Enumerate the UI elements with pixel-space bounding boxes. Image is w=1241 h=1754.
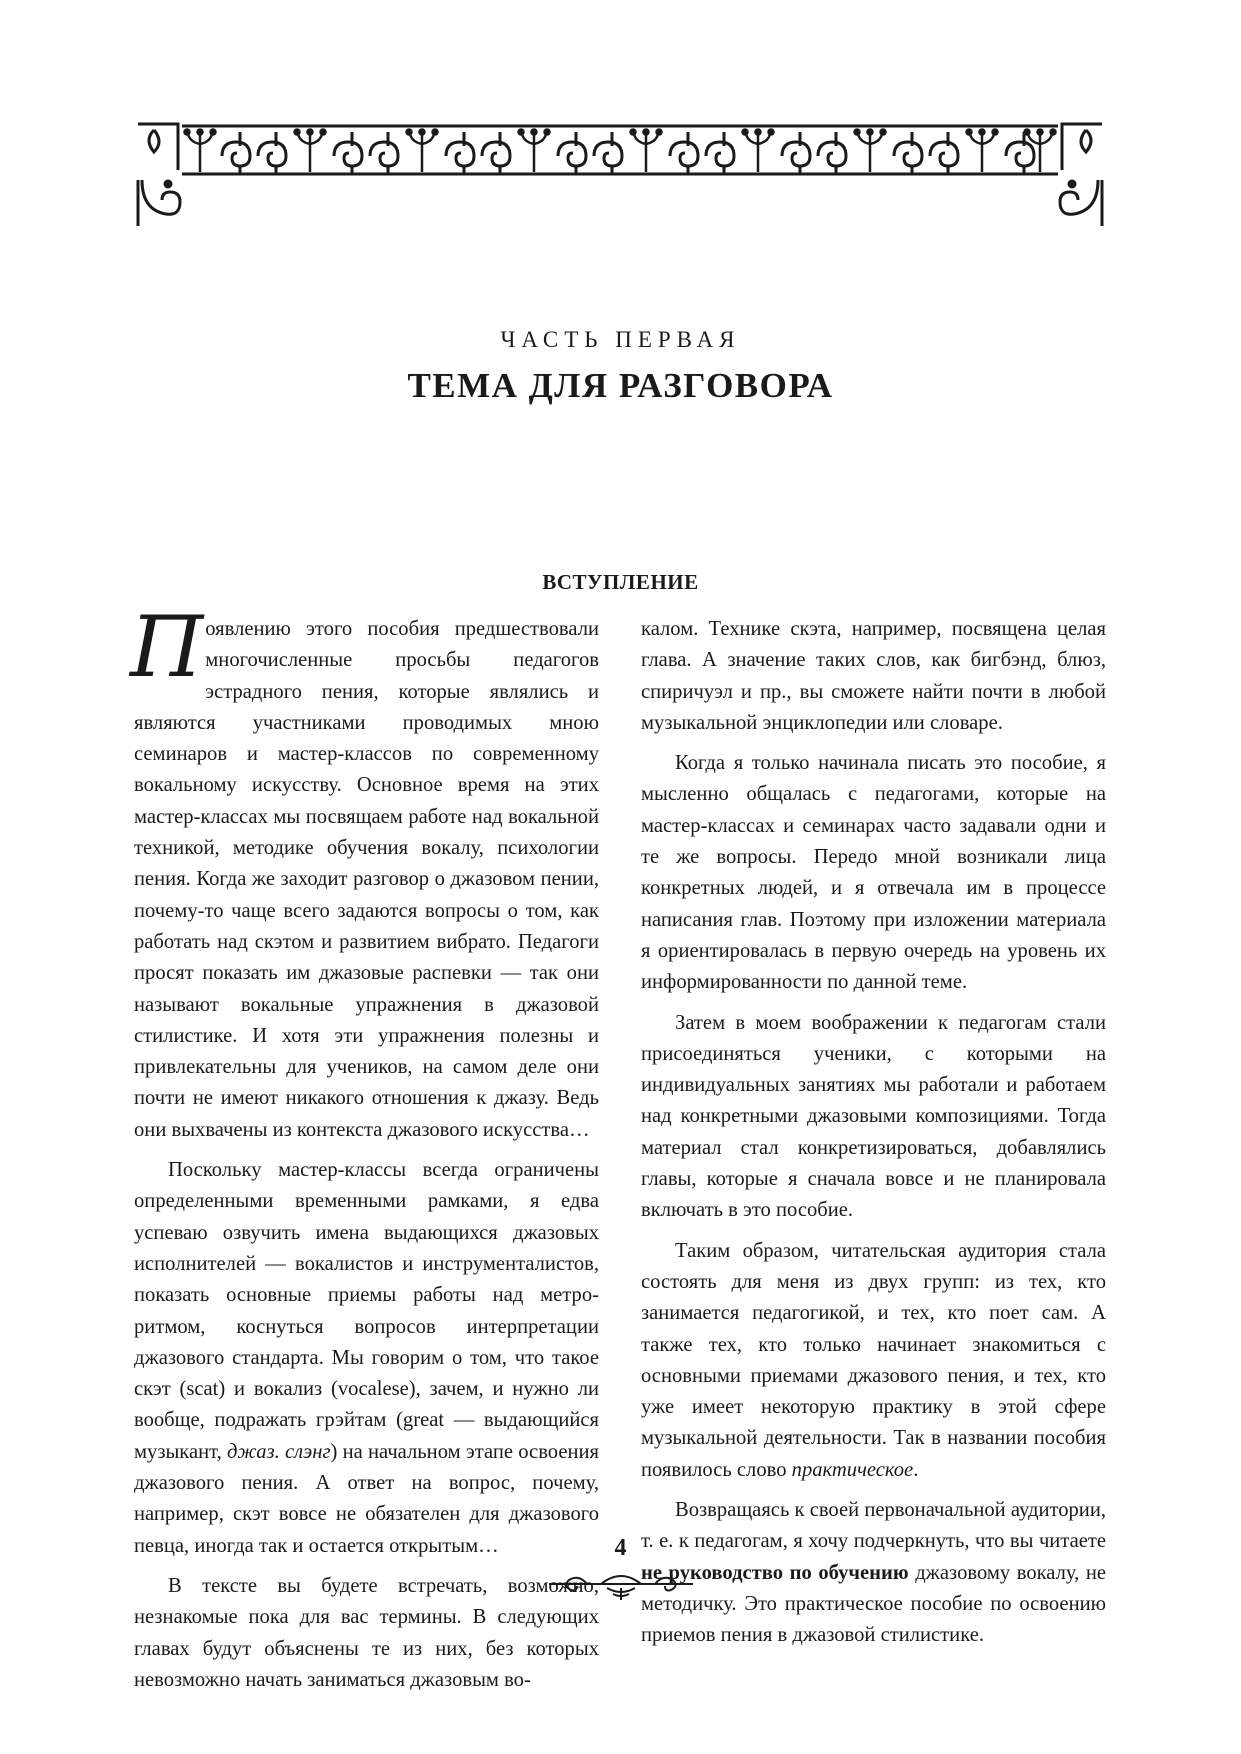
paragraph: В тексте вы будете встречать, возможно, незнакомые пока для вас термины. В следующих главах будут объяснены те из них, без которых невозможно начать заниматься джазовым во- bbox=[134, 1574, 599, 1691]
paragraph bbox=[641, 1236, 1106, 1486]
paragraph-text: ) на начальном этапе освоения джазового пения. А ответ на вопрос, почему, например, скэт вовсе не обязателен для джазового певца, иногда так и остается открытым… bbox=[134, 1440, 599, 1557]
paragraph bbox=[641, 1495, 1106, 1651]
paragraph-text: Возвращаясь к своей первоначальной аудитории, т. е. к педагогам, я хочу подчеркнуть, что вы читаете bbox=[641, 1499, 1106, 1553]
paragraph-text: джазовому вокалу, не методичку. Это практическое пособие по освоению приемов пения в джазовой стилистике. bbox=[641, 1561, 1107, 1647]
part-label: ЧАСТЬ ПЕРВАЯ bbox=[500, 327, 741, 352]
text-column-right bbox=[641, 614, 1106, 1661]
paragraph: калом. Технике скэта, например, посвящена целая глава. А значение таких слов, как бигбэнд, блюз, спиричуэл и пр., вы сможете найти почти в любой музыкальной энциклопедии или словаре. bbox=[641, 618, 1106, 734]
part-title: ТЕМА ДЛЯ РАЗГОВОРА bbox=[407, 366, 834, 405]
drop-cap: П bbox=[130, 598, 204, 696]
paragraph bbox=[130, 598, 599, 1146]
paragraph-text: Поскольку мастер-классы всегда ограничены определенными временными рамками, я едва успеваю озвучить имена выдающихся джазовых исполнителей — вокалистов и инструменталистов, показать основные приемы работы над метро-ритмом, коснуться вопросов интерпретации джазового стандарта. Мы говорим о том, что такое скэт (scat) и вокализ (vocalese), зачем, и нужно ли вообще, подражать грэйтам (great — выдающийся музыкант, bbox=[134, 1159, 599, 1463]
section-heading: ВСТУПЛЕНИЕ bbox=[542, 570, 699, 594]
paragraph-text: оявлению этого пособия предшествовали многочисленные просьбы педагогов эстрадного пения, которые являлись и являются участниками проводимых мною семинаров и мастер-классов по современному вокальному искусству. Основное время на этих мастер-классах мы посвящаем работе над вокальной техникой, методике обучения вокалу, психологии пения. Когда же заходит разговор о джазовом пении, почему-то чаще всего задаются вопросы о том, как работать над скэтом и развитием вибрато. Педагоги просят показать им джазовые распевки — так они называют вокальные упражнения в джазовой стилистике. И хотя эти упражнения полезны и привлекательны для учеников, на самом деле они почти не имеют никакого отношения к джазу. Ведь они выхвачены из контекста джазового искусства… bbox=[134, 618, 599, 1141]
paragraph-text: . bbox=[913, 1458, 919, 1481]
page-number: 4 bbox=[614, 1535, 627, 1561]
paragraph bbox=[134, 1155, 599, 1562]
decorative-header-ornament-icon bbox=[134, 120, 1106, 232]
bold-emphasis: не руководство по обучению bbox=[641, 1561, 909, 1584]
italic-term: джаз. слэнг bbox=[227, 1440, 331, 1463]
italic-term: практическое bbox=[791, 1458, 914, 1481]
paragraph: Затем в моем воображении к педагогам стали присоединяться ученики, с которыми на индивидуальных занятиях мы работали и работаем над конкретными джазовыми композициями. Тогда материал стал конкретизироваться, добавлялись главы, которые я сначала вовсе и не планировала включать в это пособие. bbox=[641, 1011, 1106, 1222]
paragraph: Когда я только начинала писать это пособие, я мысленно общалась с педагогами, которые на мастер-классах и семинарах часто задавали одни и те же вопросы. Передо мной возникали лица конкретных людей, и я отвечала им в процессе написания глав. Поэтому при изложении материала я ориентировалась в первую очередь на уровень их информированности по данной теме. bbox=[641, 752, 1106, 994]
paragraph-text: Таким образом, читательская аудитория стала состоять для меня из двух групп: из тех, кто занимается педагогикой, и тех, кто поет сам. А также тех, кто только начинает знакомиться с основными приемами джазового пения, и тех, кто уже имеет некоторую практику в этой сфере музыкальной деятельности. Так в названии пособия появилось слово bbox=[641, 1239, 1106, 1481]
decorative-footer-ornament-icon bbox=[547, 1570, 695, 1604]
